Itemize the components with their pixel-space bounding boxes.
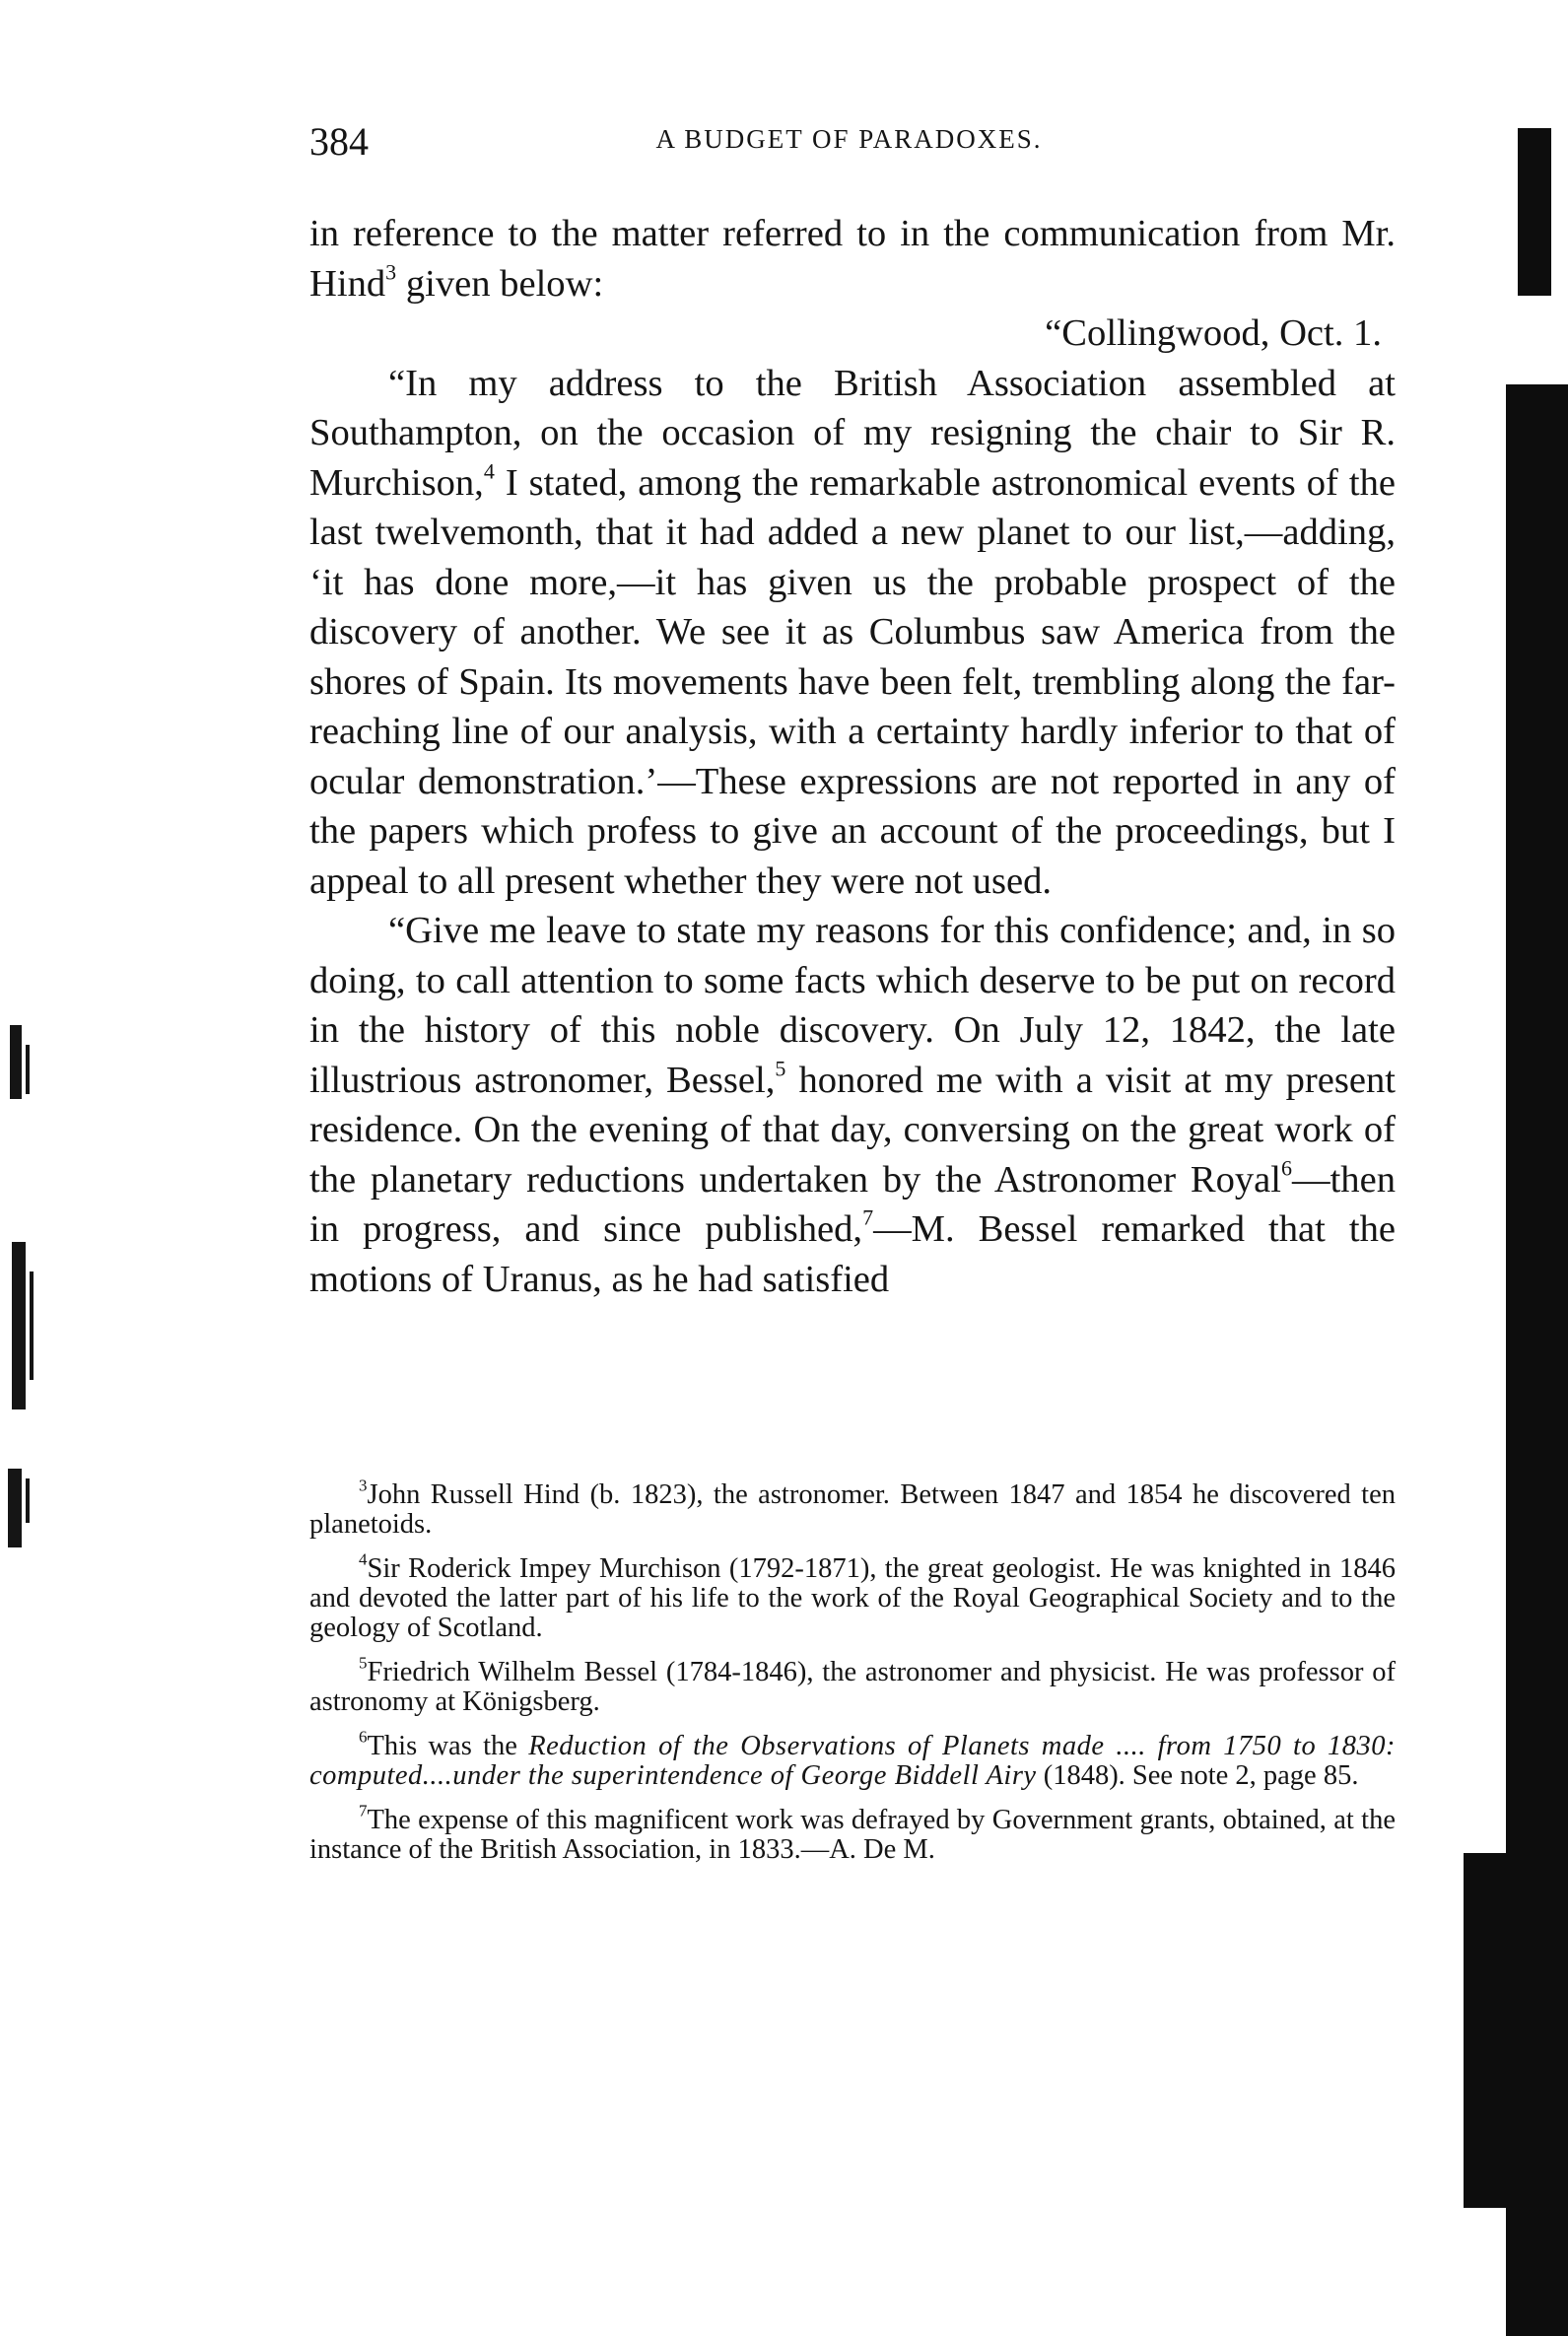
intro-paragraph <box>309 209 1396 309</box>
intro-text-end: given below: <box>396 262 604 305</box>
footnotes <box>309 1476 1397 1880</box>
footnote-4 <box>309 1549 1396 1643</box>
scan-edge-right <box>1506 384 1568 2336</box>
footnote-5 <box>309 1653 1396 1717</box>
footnote-ref-7: 7 <box>862 1204 874 1230</box>
footnote-marker: 7 <box>359 1801 368 1821</box>
paragraph-1-text-a: “In my address to the British Association assembled at Southampton, on the occasion of my resigning the chair to Sir R. Murchison, <box>309 362 1396 504</box>
footnote-text: This was the <box>367 1731 529 1761</box>
margin-mark-1b <box>26 1045 30 1094</box>
margin-mark-2b <box>30 1271 34 1380</box>
footnote-7 <box>309 1801 1396 1865</box>
letter-paragraph-1 <box>309 359 1396 907</box>
footnote-book-title: Reduction of the Observations of Planets made .... from 1750 to 1830: computed....under the superintendence of George Biddell Airy <box>309 1731 1397 1791</box>
footnote-text: (1848). See note 2, page 85. <box>1036 1760 1359 1791</box>
paragraph-1-text-b: I stated, among the remarkable astronomical events of the last twelvemonth, that it had added a new planet to our list,—adding, ‘it has done more,—it has given us the probable prospect of the discovery of another. We see it as Columbus saw America from the shores of Spain. Its movements have been felt, trembling along the far-reaching line of our analysis, with a certainty hardly inferior to that of ocular demonstration.’—These expressions are not reported in any of the papers which profess to give an account of the proceedings, but I appeal to all present whether they were not used. <box>309 461 1396 902</box>
paragraph-2-text-a: “Give me leave to state my reasons for this confidence; and, in so doing, to call attention to some facts which deserve to be put on record in the history of this noble discovery. On July 12, 1842, the late illustrious astronomer, Bessel, <box>309 910 1396 1101</box>
footnote-text: The expense of this magnificent work was defrayed by Government grants, obtained, at the instance of the British Association, in 1833.—A. De M. <box>309 1805 1396 1865</box>
body-text <box>309 209 1396 1304</box>
letter-dateline: “Collingwood, Oct. 1. <box>1045 312 1382 354</box>
footnote-text: Sir Roderick Impey Murchison (1792-1871), the great geologist. He was knighted in 1846 and devoted the latter part of his life to the work of the Royal Geographical Society and to the geology of Scotland. <box>309 1553 1396 1643</box>
footnote-marker: 5 <box>359 1653 368 1673</box>
page-number: 384 <box>309 119 369 164</box>
footnote-marker: 4 <box>359 1549 368 1569</box>
page-header <box>309 118 1389 168</box>
scan-edge-notch <box>1464 1853 1513 2208</box>
margin-mark-1 <box>10 1025 22 1099</box>
footnote-ref-4: 4 <box>483 458 495 483</box>
paragraph-2-text-d: —M. Bessel remarked that the motions of Uranus, as he had satisfied <box>309 1208 1396 1300</box>
letter-paragraph-2 <box>309 906 1396 1304</box>
footnote-text: John Russell Hind (b. 1823), the astronomer. Between 1847 and 1854 he discovered ten planetoids. <box>309 1479 1396 1540</box>
running-title: A BUDGET OF PARADOXES. <box>655 124 1043 154</box>
paragraph-2-text-b: honored me with a visit at my present residence. On the evening of that day, conversing on the great work of the planetary reductions undertaken by the Astronomer Royal <box>309 1059 1396 1201</box>
footnote-6 <box>309 1727 1397 1791</box>
footnote-ref-6: 6 <box>1281 1155 1292 1180</box>
footnote-3 <box>309 1476 1396 1540</box>
footnote-text: Friedrich Wilhelm Bessel (1784-1846), the astronomer and physicist. He was professor of astronomy at Königsberg. <box>309 1657 1396 1717</box>
footnote-ref-5: 5 <box>775 1056 786 1080</box>
footnote-marker: 6 <box>359 1727 368 1747</box>
paragraph-2-text-c: —then in progress, and since published, <box>309 1158 1396 1250</box>
intro-text: in reference to the matter referred to in the communication from Mr. Hind <box>309 213 1396 305</box>
margin-mark-3b <box>26 1478 30 1523</box>
scan-edge-top <box>1518 128 1551 296</box>
margin-mark-3 <box>8 1469 22 1547</box>
footnote-ref-3: 3 <box>385 259 397 284</box>
margin-mark-2 <box>12 1242 26 1409</box>
footnote-marker: 3 <box>359 1476 368 1495</box>
